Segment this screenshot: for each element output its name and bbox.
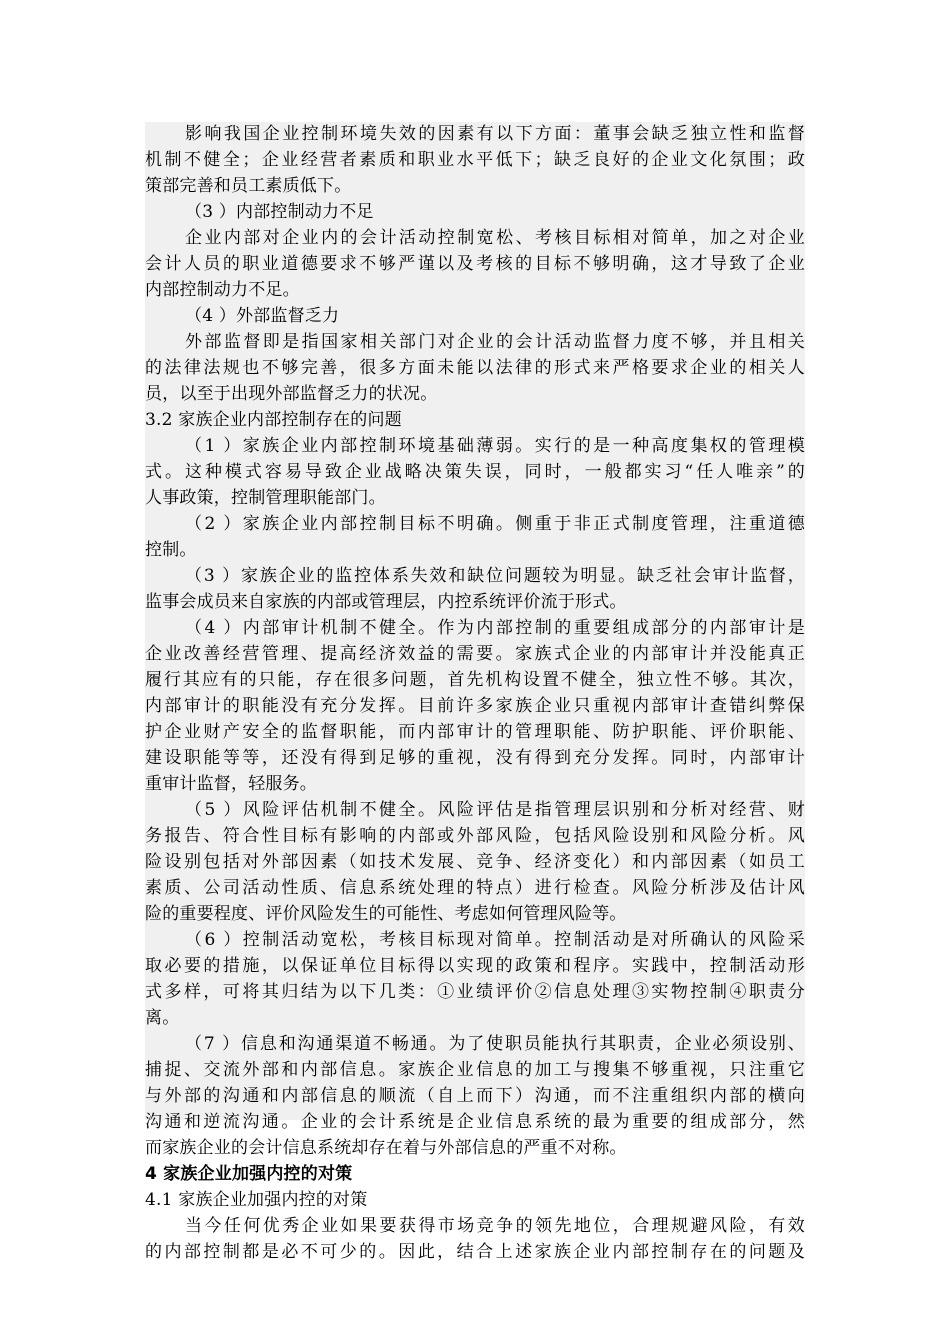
- text-line: 与外部的沟通和内部信息的顺流（自上而下）沟通，而不注重组织内部的横向: [145, 1086, 805, 1106]
- subheading: （4 ）外部监督乏力: [185, 306, 340, 326]
- text-line: 重审计监督，轻服务。: [145, 774, 317, 794]
- section-heading: 3.2 家族企业内部控制存在的问题: [145, 410, 402, 430]
- text-line: （2 ）家族企业内部控制目标不明确。侧重于非正式制度管理，注重道德: [185, 514, 805, 534]
- subheading: （3 ）内部控制动力不足: [185, 202, 374, 222]
- text-line: 护企业财产安全的监督职能，而内部审计的管理职能、防护职能、评价职能、: [145, 722, 805, 742]
- text-line: 内部控制动力不足。: [145, 280, 300, 300]
- text-line: 控制。: [145, 540, 197, 560]
- text-line: 的内部控制都是必不可少的。因此，结合上述家族企业内部控制存在的问题及: [145, 1242, 805, 1262]
- text-line: 机制不健全；企业经营者素质和职业水平低下；缺乏良好的企业文化氛围；政: [145, 150, 805, 170]
- text-line: 而家族企业的会计信息系统却存在着与外部信息的严重不对称。: [145, 1138, 627, 1158]
- text-line: 企业内部对企业内的会计活动控制宽松、考核目标相对简单，加之对企业: [185, 228, 805, 248]
- text-line: 的法律法规也不够完善，很多方面未能以法律的形式来严格要求企业的相关人: [145, 358, 805, 378]
- text-line: 险的重要程度、评价风险发生的可能性、考虑如何管理风险等。: [145, 904, 627, 924]
- text-line: 人事政策，控制管理职能部门。: [145, 488, 386, 508]
- text-line: 策部完善和员工素质低下。: [145, 176, 352, 196]
- text-line: 外部监督即是指国家相关部门对企业的会计活动监督力度不够，并且相关: [185, 332, 805, 352]
- text-line: 务报告、符合性目标有影响的内部或外部风险，包括风险设别和风险分析。风: [145, 826, 805, 846]
- text-line: 当今任何优秀企业如果要获得市场竞争的领先地位，合理规避风险，有效: [185, 1216, 805, 1236]
- text-line: 履行其应有的只能，存在很多问题，首先机构设置不健全，独立性不够。其次，: [145, 670, 805, 690]
- chapter-heading: 4 家族企业加强内控的对策: [145, 1164, 353, 1184]
- text-line: （3 ）家族企业的监控体系失效和缺位问题较为明显。缺乏社会审计监督，: [185, 566, 805, 586]
- text-line: 内部审计的职能没有充分发挥。目前许多家族企业只重视内部审计查错纠弊保: [145, 696, 805, 716]
- text-line: 影响我国企业控制环境失效的因素有以下方面：董事会缺乏独立性和监督: [185, 124, 805, 144]
- text-line: 企业改善经营管理、提高经济效益的需要。家族式企业的内部审计并没能真正: [145, 644, 805, 664]
- text-line: 式。这种模式容易导致企业战略决策失误，同时，一般都实习“任人唯亲”的: [145, 462, 805, 482]
- text-line: 建设职能等等，还没有得到足够的重视，没有得到充分发挥。同时，内部审计: [145, 748, 805, 768]
- text-line: 沟通和逆流沟通。企业的会计系统是企业信息系统的最为重要的组成部分，然: [145, 1112, 805, 1132]
- text-line: 监事会成员来自家族的内部或管理层，内控系统评价流于形式。: [145, 592, 627, 612]
- text-line: （5 ）风险评估机制不健全。风险评估是指管理层识别和分析对经营、财: [185, 800, 805, 820]
- text-line: 式多样，可将其归结为以下几类：①业绩评价②信息处理③实物控制④职责分: [145, 982, 805, 1002]
- text-line: （6 ）控制活动宽松，考核目标现对简单。控制活动是对所确认的风险采: [185, 930, 805, 950]
- text-line: 会计人员的职业道德要求不够严谨以及考核的目标不够明确，这才导致了企业: [145, 254, 805, 274]
- text-line: （1 ）家族企业内部控制环境基础薄弱。实行的是一种高度集权的管理模: [185, 436, 805, 456]
- text-line: （7 ）信息和沟通渠道不畅通。为了使职员能执行其职责，企业必须设别、: [185, 1034, 805, 1054]
- text-line: 离。: [145, 1008, 180, 1028]
- section-heading: 4.1 家族企业加强内控的对策: [145, 1190, 368, 1210]
- text-line: 员，以至于出现外部监督乏力的状况。: [145, 384, 438, 404]
- text-line: 险设别包括对外部因素（如技术发展、竞争、经济变化）和内部因素（如员工: [145, 852, 805, 872]
- text-line: （4 ）内部审计机制不健全。作为内部控制的重要组成部分的内部审计是: [185, 618, 805, 638]
- text-line: 素质、公司活动性质、信息系统处理的特点）进行检查。风险分析涉及估计风: [145, 878, 805, 898]
- text-line: 捕捉、交流外部和内部信息。家族企业信息的加工与搜集不够重视，只注重它: [145, 1060, 805, 1080]
- text-line: 取必要的措施，以保证单位目标得以实现的政策和程序。实践中，控制活动形: [145, 956, 805, 976]
